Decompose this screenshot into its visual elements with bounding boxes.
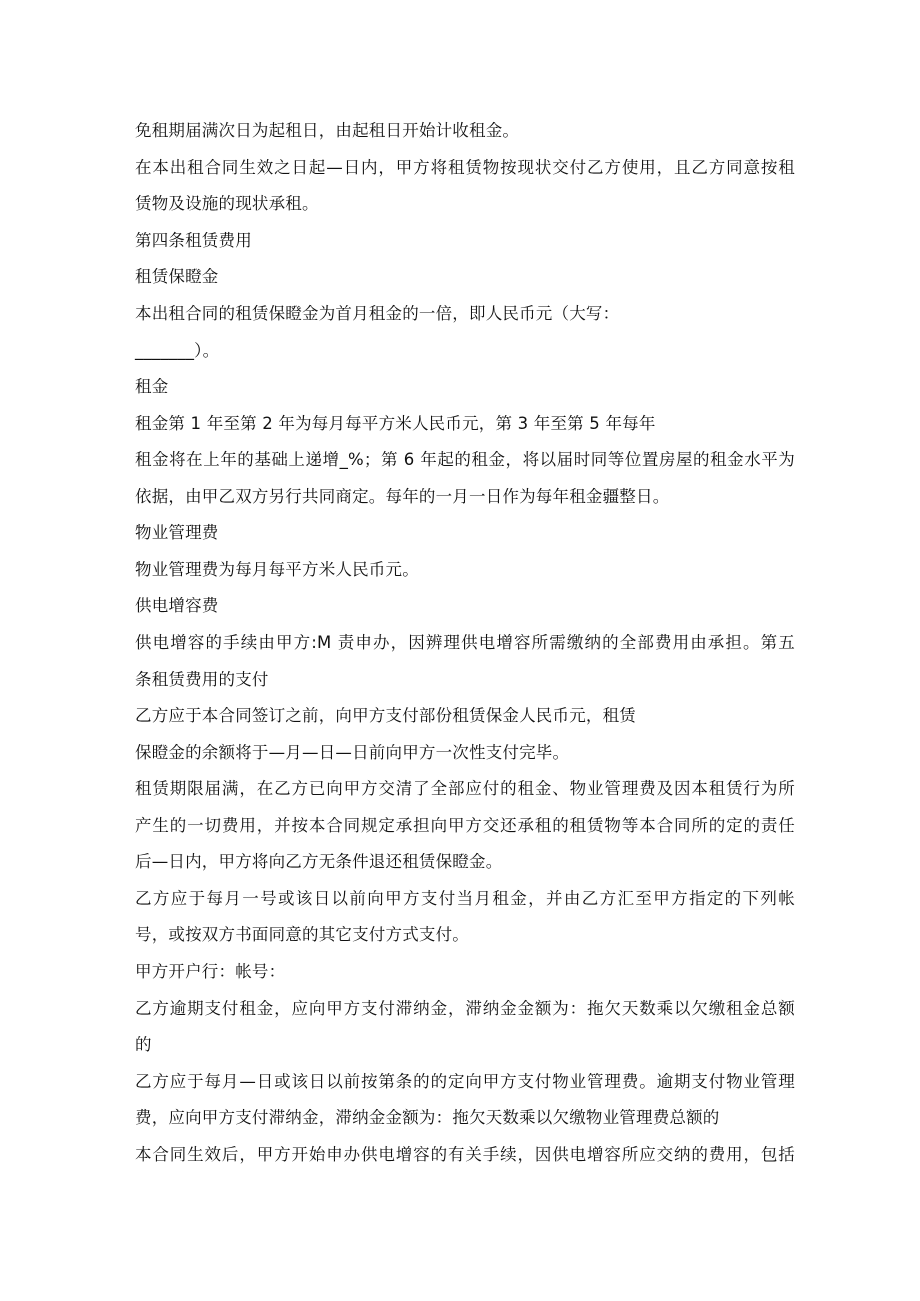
paragraph-line: 乙方应于每月一号或该日以前向甲方支付当月租金，并由乙方汇至甲方指定的下列帐 xyxy=(135,889,795,908)
subheading: 物业管理费 xyxy=(135,523,219,542)
paragraph-line: 号，或按双方书面同意的其它支付方式支付。 xyxy=(135,925,469,944)
paragraph-line: 乙方应于本合同签订之前，向甲方支付部份租赁保金人民币元，租赁 xyxy=(135,706,636,725)
paragraph-line: 乙方逾期支付租金，应向甲方支付滞纳金，滞纳金金额为：拖欠天数乘以欠缴租金总额 xyxy=(135,999,795,1018)
paragraph-line: 的 xyxy=(135,1035,152,1054)
blank-fill-line: _______）。 xyxy=(135,341,220,360)
paragraph-line: 租赁期限届满，在乙方已向甲方交清了全部应付的租金、物业管理费及因本租赁行为所 xyxy=(135,779,795,798)
paragraph-line: 甲方开户行：帐号： xyxy=(135,962,286,981)
paragraph-line: 依据，由甲乙双方另行共同商定。每年的一月一日作为每年租金疆整日。 xyxy=(135,487,670,506)
paragraph-line: 费，应向甲方支付滞纳金，滞纳金金额为：拖欠天数乘以欠缴物业管理费总额的 xyxy=(135,1108,720,1127)
paragraph-line: 产生的一切费用，并按本合同规定承担向甲方交还承租的租赁物等本合同所的定的责任 xyxy=(135,816,795,835)
paragraph-line: 保瞪金的余额将于—月—日—日前向甲方一次性支付完毕。 xyxy=(135,743,570,762)
paragraph-line: 租金将在上年的基础上递增_%；第 6 年起的租金，将以届时同等位置房屋的租金水平为 xyxy=(135,450,795,469)
paragraph-line: 免租期届满次日为起租日，由起租日开始计收租金。 xyxy=(135,121,520,140)
paragraph-line: 本合同生效后，甲方开始申办供电增容的有关手续，因供电增容所应交纳的费用，包括 xyxy=(135,1145,795,1164)
section-heading: 第四条租赁费用 xyxy=(135,231,252,250)
paragraph-line: 本出租合同的租赁保瞪金为首月租金的一倍，即人民币元（大写： xyxy=(135,304,620,323)
paragraph-line: 条租赁费用的支付 xyxy=(135,670,269,689)
subheading: 租赁保瞪金 xyxy=(135,267,219,286)
paragraph-line: 在本出租合同生效之日起—日内，甲方将租赁物按现状交付乙方使用，且乙方同意按租 xyxy=(135,158,795,177)
subheading: 租金 xyxy=(135,377,169,396)
paragraph-line: 租金第 1 年至第 2 年为每月每平方米人民币元，第 3 年至第 5 年每年 xyxy=(135,414,656,433)
paragraph-line: 物业管理费为每月每平方米人民币元。 xyxy=(135,560,419,579)
paragraph-line: 乙方应于每月—日或该日以前按第条的的定向甲方支付物业管理费。逾期支付物业管理 xyxy=(135,1072,795,1091)
paragraph-line: 供电增容的手续由甲方:M 责申办，因辨理供电增容所需缴纳的全部费用由承担。第五 xyxy=(135,633,795,652)
subheading: 供电增容费 xyxy=(135,596,219,615)
paragraph-line: 赁物及设施的现状承租。 xyxy=(135,194,319,213)
paragraph-line: 后—日内，甲方将向乙方无条件退还租赁保瞪金。 xyxy=(135,852,503,871)
